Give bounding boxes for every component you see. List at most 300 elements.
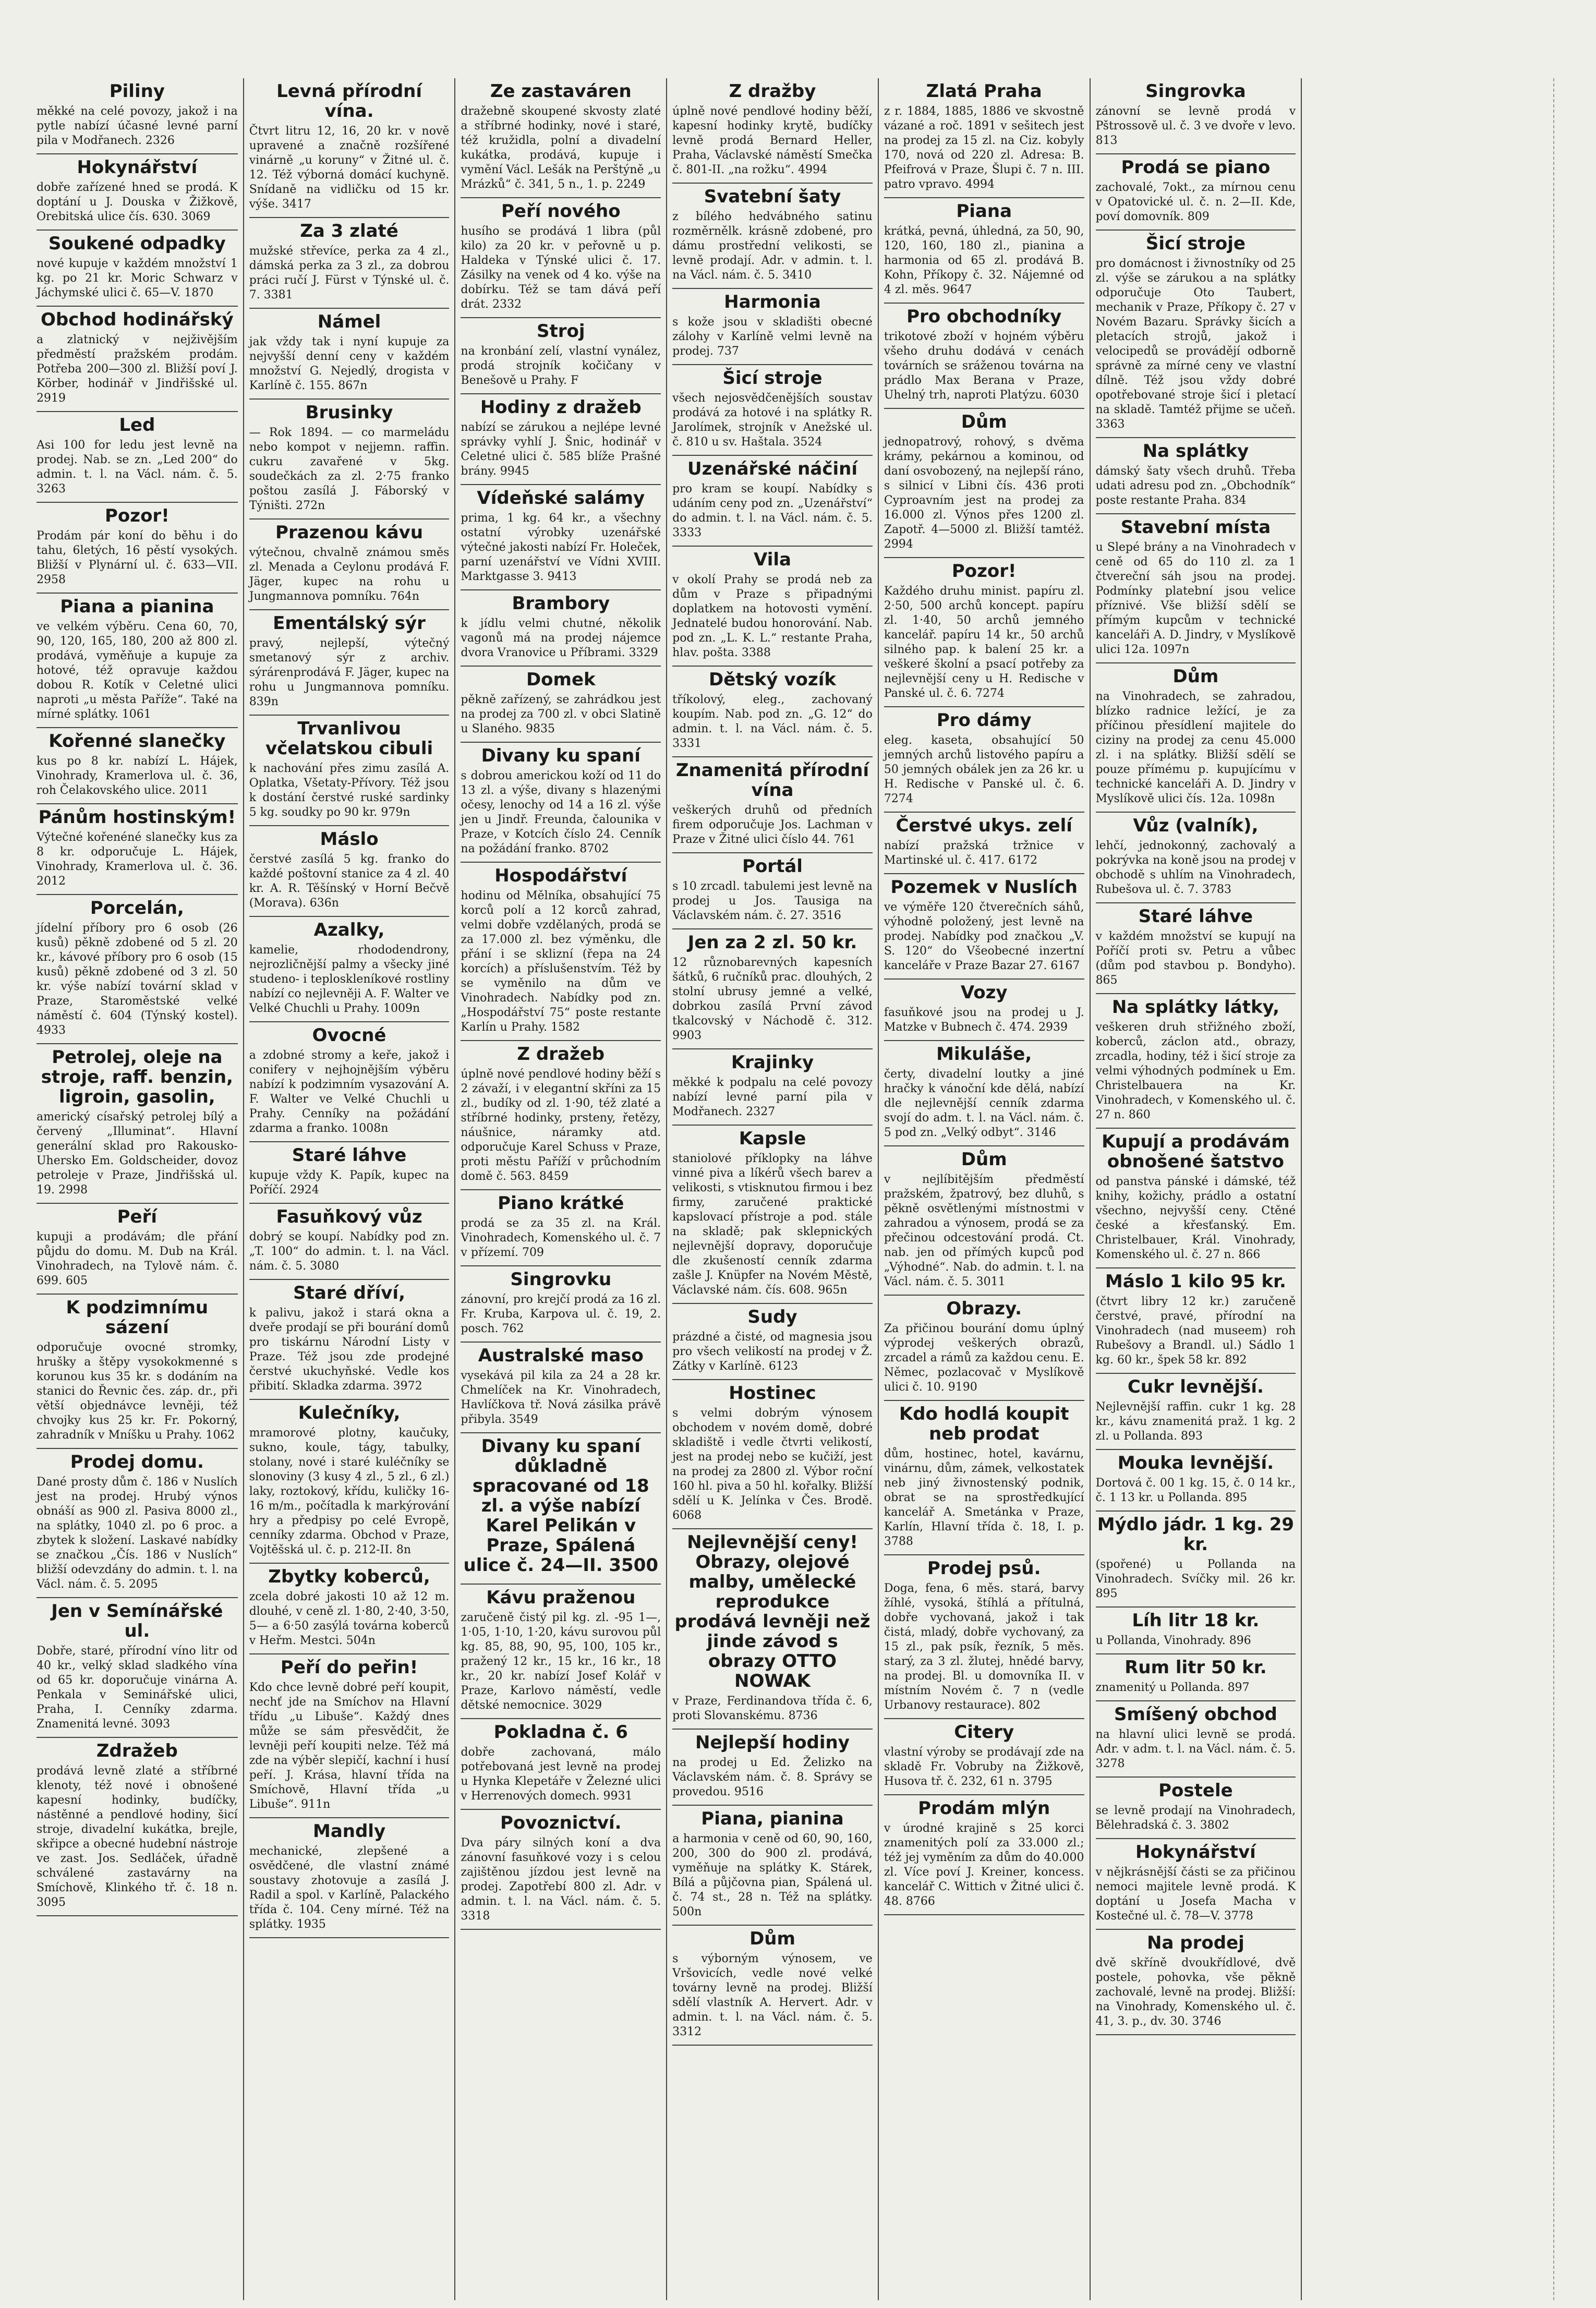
ad-body: Prodám pár koní do běhu i do tahu, 6letých, 16 pěstí vysokých. Bližší v Plynární ul. č. 633—VII. 2958 — [37, 529, 238, 586]
column-4 — [666, 78, 878, 2300]
classified-ad — [1096, 231, 1296, 438]
classified-ad — [672, 853, 873, 929]
classified-ad — [1096, 1608, 1296, 1654]
ad-body: s výborným výnosem, ve Vršovicích, vedle nové velké továrny levně na prodej. Bližší sdělí vlastník A. Hervert. Adr. v admin. t. l. na Václ. nám. č. 5. 3312 — [672, 1952, 873, 2038]
ad-heading: Staré dříví, — [293, 1283, 405, 1303]
ad-body: pro domácnost i živnostníky od 25 zl. výše se zárukou a na splátky odporučuje Oto Taubert, mechanik v Praze, Příkopy č. 27 v Novém Bazaru. Správky šicích a pletacích strojů, jakož i velocipedů se provádějí odborně správně za mírné ceny ve vlastní dílně. Též jsou vždy dobré opotřebované stroje šicí i pletací na skladě. Tamtéž přijme se učeň. 3363 — [1095, 257, 1296, 431]
classified-ad — [37, 231, 238, 307]
ad-heading: Kořenné slanečky — [49, 731, 226, 752]
classified-ad — [1096, 1778, 1296, 1839]
ad-heading: Pro obchodníky — [906, 306, 1062, 327]
classified-ad — [37, 1598, 238, 1738]
ad-heading: Vozy — [960, 982, 1008, 1003]
classified-ad — [249, 1204, 450, 1280]
ad-heading: Cukr levnější. — [1127, 1376, 1264, 1397]
ad-heading: Staré láhve — [292, 1145, 407, 1166]
ad-heading: Prodej domu. — [70, 1452, 204, 1472]
ad-heading: Prodá se piano — [1121, 157, 1271, 178]
classified-ad — [672, 1730, 873, 1806]
classified-ad — [1096, 514, 1296, 663]
classified-ad — [461, 1810, 661, 1930]
classified-ads-page — [31, 78, 1513, 2300]
ad-heading: Mouka levnější. — [1117, 1453, 1274, 1473]
ad-body: prodá se za 35 zl. na Král. Vinohradech, Komenského ul. č. 7 v přízemí. 709 — [461, 1217, 661, 1259]
classified-ad — [249, 78, 450, 218]
ad-body: úplně nové pendlové hodiny běží s 2 závaží, i v elegantní skříni za 15 zl., budíky od zl. 1·90, též zlaté a stříbrné hodinky, prsteny, řetězy, náušnice, náramky atd. odporučuje Karel Schuss v Praze, proti městu Paříží v průchodním domě č. 563. 8459 — [461, 1068, 661, 1183]
ad-body: hodinu od Mělníka, obsahující 75 korců polí a 12 korců zahrad, velmi dobře vzdělaných, prodá se za 17.000 zl. bez výměnku, dle přání i se sklizní (řepa na 24 korcích) a příslušenstvím. Též by se vyměnilo na dům ve Vinohradech. Nabídky pod zn. „Hospodářství 75“ poste restante Karlín u Prahy. 1582 — [461, 889, 661, 1034]
ad-body: krátká, pevná, úhledná, za 50, 90, 120, 160, 180 zl., pianina a harmonia od 65 zl. prodává B. Kohn, Příkopy č. 32. Nájemné od 4 zl. měs. 9647 — [884, 225, 1084, 296]
ad-body: mechanické, zlepšené a osvědčené, dle vlastní známé soustavy zhotovuje a zasílá J. Radil a spol. v Karlíně, Palackého třída č. 104. Ceny mírné. Též na splátky. 1935 — [249, 1845, 450, 1931]
ad-body: se levně prodají na Vinohradech, Bělehradská č. 3. 3802 — [1095, 1804, 1296, 1832]
classified-ad — [461, 1585, 661, 1719]
ad-heading: Kávu praženou — [486, 1587, 636, 1608]
classified-ad — [672, 1380, 873, 1529]
ad-body: u Pollanda, Vinohrady. 896 — [1095, 1634, 1251, 1647]
classified-ad — [249, 917, 450, 1022]
classified-ad — [37, 594, 238, 728]
ad-body: Každého druhu minist. papíru zl. 2·50, 500 archů koncept. papíru zl. 1·40, 50 archů jemného kancelář. papíru 14 kr., 50 archů silného pap. k balení 25 kr. a veškeré školní a psací potřeby za nejlevnější ceny u H. Redische v Panské ul. č. 6. 7274 — [884, 585, 1084, 700]
classified-ad — [672, 667, 873, 757]
classified-ad — [461, 1266, 661, 1343]
ad-heading: Divany ku spaní — [481, 745, 640, 766]
ad-heading: Mandly — [312, 1821, 386, 1842]
ad-body: v nejlíbitějším předměstí pražském, žpatrový, bez dluhů, s pěkně osvětlenými místnostmi v zahradou a výnosem, prodá se za přečinou odcestování prodá. Ct. nab. jen od přímých kupců pod „Výhodné“. Nab. do admin. t. l. na Václ. nám. č. 5. 3011 — [884, 1173, 1084, 1288]
ad-body: výtečnou, chvalně známou směs zl. Menada a Ceylonu prodává F. Jäger, kupec na rohu u Jungmannova pomníku. 764n — [249, 546, 450, 603]
ad-body: Dva páry silných koní a dva zánovní fasuňkové vozy i s celou zajištěnou jízdou jest levně na prodej. Zapotřebí 800 zl. Adr. v admin. t. l. na Václ. nám. č. 5. 3318 — [461, 1836, 661, 1923]
classified-ad — [884, 558, 1084, 707]
ad-heading: Pozor! — [951, 561, 1017, 582]
ad-heading: Kupují a prodávám obnošené šatstvo — [1102, 1131, 1290, 1172]
column-3 — [454, 78, 666, 2300]
ad-body: s 10 zrcadl. tabulemi jest levně na prodej u Jos. Tausiga na Václavském nám. č. 27. 3516 — [672, 880, 873, 922]
ad-heading: Čerstvé ukys. zelí — [896, 815, 1072, 836]
ad-heading: Kulečníky, — [298, 1403, 401, 1423]
classified-ad — [37, 1044, 238, 1204]
classified-ad — [884, 1296, 1084, 1401]
ad-body: dobře zařízené hned se prodá. K doptání u J. Douska v Žižkově, Orebitská ulice čís. 630. 3069 — [37, 181, 238, 223]
ad-heading: Prodej psů. — [927, 1558, 1041, 1579]
ad-heading: Brusinky — [305, 402, 393, 423]
classified-ad — [1096, 154, 1296, 231]
ad-heading: Soukené odpadky — [48, 233, 226, 254]
classified-ad — [461, 1719, 661, 1810]
ad-body: na Vinohradech, se zahradou, blízko radnice ležící, je za příčinou přesídlení majitele do ciziny na prodej za cenu 45.000 zl. i na splátky. Bližší sdělí se pouze přímému p. kupujícímu v technické kanceláři A. D. Jindry v Myslíkově ulici čís. 12a. 1098n — [1095, 690, 1296, 805]
ad-heading: Jen v Semínářské ul. — [51, 1601, 223, 1641]
classified-ad — [37, 1204, 238, 1295]
classified-ad — [672, 289, 873, 365]
ad-heading: Stavební místa — [1120, 517, 1271, 538]
ad-body: od panstva pánské i dámské, též knihy, kožichy, prádlo a ostatní všechno, nejvyšší ceny. Ctěné české a křesťanský. Em. Christelbauer, Král. Vinohrady, Komenského ul. č. 27 n. 866 — [1095, 1175, 1296, 1261]
ad-body: Čtvrt litru 12, 16, 20 kr. v nově upravené a značně rozšířené vinárně „u koruny“ v Žitné ul. č. 12. Též výborná domácí kuchyně. Snídaně na vidličku od 15 kr. výše. 3417 — [249, 125, 450, 211]
ad-heading: Piana, pianina — [701, 1808, 844, 1829]
ad-body: v každém množství se kupují na Poříčí proti sv. Petru a vůbec (dům pod stavbou p. Bondyho). 865 — [1095, 930, 1296, 987]
ad-body: nové kupuje v každém množství 1 kg. po 21 kr. Moric Schwarz v Jáchymské ulici č. 65—V. 1870 — [37, 257, 238, 299]
ad-heading: Piana a pianina — [60, 596, 214, 617]
ad-body: dražebně skoupené skvosty zlaté a stříbrné hodinky, nové i staré, též kružidla, polní a divadelní kukátka, prodává, kupuje i vymění Václ. Lešák na Perštýně „u Mrázků“ č. 341, 5 n., 1. p. 2249 — [461, 105, 661, 191]
ad-heading: Pozor! — [105, 505, 170, 526]
classified-ad — [249, 1400, 450, 1564]
ad-heading: K podzimnímu sázení — [66, 1297, 209, 1338]
ad-body: prima, 1 kg. 64 kr., a všechny ostatní výrobky uzenářské výtečné jakosti nabízí Fr. Holeček, parní uzenářství ve Vídni XVIII. Marktgasse 3. 9413 — [461, 512, 661, 583]
ad-body: staniolové příklopky na láhve vinné piva a líkérů všech barev a velikosti, s vtisknutou firmou i bez firmy, zaručené praktické kapslovací přístroje a pod. stále na skladě; pak sklepnických nejlevnější dopravy, doporučuje dle zkušeností cenník zdarma zašle J. Knüpfer na Novém Městě, Václavské nám. čís. 608. 965n — [672, 1152, 873, 1297]
classified-ad — [884, 1401, 1084, 1555]
ad-body: tříkolový, eleg., zachovaný koupím. Nab. pod zn. „G. 12“ do admin. t. l. na Václ. nám. č. 5. 3331 — [672, 693, 873, 750]
ad-body: v okolí Prahy se prodá neb za dům v Praze s připadnými doplatkem na hotovosti vymění. Jednatelé budou honorování. Nab. pod zn. „L. K. L.“ restante Praha, hlav. pošta. 3388 — [672, 573, 873, 659]
ad-body: dvě skříně dvoukřídlové, dvě postele, pohovka, vše pěkně zachovalé, levně na prodej. Bližší: na Vinohrady, Komenského ul. č. 41, 3. p., dv. 30. 3746 — [1095, 1956, 1296, 2028]
classified-ad — [249, 1022, 450, 1142]
classified-ad — [884, 1795, 1084, 1915]
ad-heading: Dům — [749, 1928, 795, 1949]
classified-ad — [37, 895, 238, 1044]
classified-ad — [884, 1041, 1084, 1146]
ad-body: a zlatnický v nejživějším předměstí pražském prodám. Potřeba 200—300 zl. Bližší poví J. Körber, hodinář v Jindřišské ul. 2919 — [37, 333, 238, 405]
classified-ad — [249, 716, 450, 826]
ad-body: kus po 8 kr. nabízí L. Hájek, Vinohrady, Kramerlova ul. č. 36, roh Čelakovského ulice. 2011 — [37, 755, 238, 797]
ad-body: vlastní výroby se prodávají zde na skladě Fr. Vobruby na Žižkově, Husova tř. č. 232, 61 n. 3795 — [884, 1746, 1084, 1788]
classified-ad — [37, 412, 238, 503]
ad-body: úplně nové pendlové hodiny běží, kapesní hodinky krytě, budíčky levně prodá Bernard Heller, Praha, Václavské náměstí Smečka č. 801-II. „na rožku“. 4994 — [672, 105, 873, 176]
classified-ad — [461, 78, 661, 198]
classified-ad — [1096, 994, 1296, 1129]
ad-body: Doga, fena, 6 měs. stará, barvy žíhlé, vysoká, štíhlá a přítulná, dobře vychovaná, jakož i tak čistá, mladý, dobře vychovaný, za 15 zl., pak psík, řezník, 5 měs. starý, za 3 zl. žlutej, hnědé barvy, na prodej. Bl. u domovníka II. v místním Novém č. 7 n (vedle Urbanovy restaurace). 802 — [884, 1582, 1084, 1712]
ad-body: z r. 1884, 1885, 1886 ve skvostně vázané a roč. 1891 v sešitech jest na prodej za 15 zl. na Ciz. kobyly 170, nová od 220 zl. Adresa: B. Pfeifrová v Praze, Šlupi č. 7 n. III. patro vpravo. 4994 — [884, 105, 1084, 191]
ad-heading: Hospodářství — [494, 865, 627, 886]
ad-heading: Peří — [117, 1206, 158, 1227]
column-7 — [1301, 78, 1513, 2300]
ad-heading: Mýdlo jádr. 1 kg. 29 kr. — [1097, 1514, 1295, 1555]
ad-heading: Máslo 1 kilo 95 kr. — [1105, 1271, 1286, 1292]
ad-heading: Citery — [954, 1722, 1014, 1743]
ad-heading: Piano krátké — [498, 1193, 624, 1214]
ad-heading: Zdražeb — [96, 1741, 178, 1761]
ad-body: s dobrou americkou koží od 11 do 13 zl. a výše, divany s hlazenými očesy, lenochy od 14 a 16 zl. výše jen u Jindř. Freunda, čalounika v Praze, v Kotcích číslo 24. Cenník na požádání franko. 8702 — [461, 769, 661, 855]
classified-ad — [884, 304, 1084, 409]
classified-ad — [1096, 663, 1296, 813]
classified-ad — [672, 1926, 873, 2046]
classified-ad — [884, 1146, 1084, 1296]
ad-heading: Vídeňské salámy — [477, 488, 645, 509]
classified-ad — [461, 590, 661, 667]
ad-body: lehčí, jednokonný, zachovalý a pokrývka na koně jsou na prodej v obchodě s uhlím na Vinohradech, Rubešova ul. č. 7. 3783 — [1095, 839, 1296, 896]
classified-ad — [461, 743, 661, 863]
ad-heading: Ementálský sýr — [273, 613, 426, 634]
ad-body: k jídlu velmi chutné, několik vagonů má na prodej nájemce dvora Vranovice u Příbrami. 3329 — [461, 617, 661, 659]
classified-ad — [37, 1738, 238, 1916]
classified-ad — [1096, 1512, 1296, 1608]
ad-heading: Hostinec — [729, 1383, 816, 1404]
ad-body: zánovní se levně prodá v Pštrossově ul. č. 3 ve dvoře v levo. 813 — [1095, 105, 1296, 147]
classified-ad — [672, 757, 873, 853]
ad-heading: Porcelán, — [90, 898, 184, 919]
classified-ad — [884, 198, 1084, 304]
ad-body: dobrý se koupí. Nabídky pod zn. „T. 100“ do admin. t. l. na Václ. nám. č. 5. 3080 — [249, 1230, 450, 1273]
ad-body: — Rok 1894. — co marmeládu nebo kompot v nejjemn. raffin. cukru zavařené v 5kg. soudečkách za zl. 2·75 franko poštou zasílá J. Fáborský v Týništi. 272n — [249, 426, 450, 512]
classified-ad — [37, 503, 238, 594]
ad-body: husího se prodává 1 libra (půl kilo) za 20 kr. v peřovně u p. Haldeka v Týnské ulici č. 17. Zásilky na venek od 4 ko. výše na dobírku. Též se tam dává peří drát. 2332 — [461, 225, 661, 311]
ad-heading: Trvanlivou včelatskou cibuli — [265, 718, 433, 759]
ad-heading: Zbytky koberců, — [268, 1566, 430, 1587]
ad-heading: Kdo hodlá koupit neb prodat — [899, 1404, 1069, 1444]
ad-heading: Portál — [742, 856, 803, 877]
ad-body: dobře zachovaná, málo potřebovaná jest levně na prodej u Hynka Klepetáře v Železné ulici v Herrenových domech. 9931 — [461, 1746, 661, 1803]
ad-heading: Stroj — [537, 321, 585, 342]
column-2 — [243, 78, 455, 2300]
ad-heading: Piliny — [109, 81, 165, 102]
ad-heading: Singrovku — [510, 1269, 612, 1290]
ad-body: kupuje vždy K. Papík, kupec na Poříčí. 2924 — [249, 1169, 450, 1197]
ad-body: Dortová č. 00 1 kg. 15, č. 0 14 kr., č. 1 13 kr. u Pollanda. 895 — [1095, 1477, 1296, 1504]
ad-heading: Hokynářství — [1135, 1842, 1256, 1863]
ad-body: Za přičinou bourání domu úplný výprodej veškerých obrazů, zrcadel a rámů za každou cenu. E. Němec, pozlacovač v Myslíkově ulici č. 10. 9190 — [884, 1322, 1084, 1394]
ad-heading: Vůz (valník), — [1133, 815, 1259, 836]
ad-heading: Australské maso — [478, 1345, 644, 1366]
classified-ad — [672, 456, 873, 547]
ad-heading: Pokladna č. 6 — [493, 1722, 628, 1743]
ad-heading: Pozemek v Nuslích — [890, 877, 1078, 898]
classified-ad — [1096, 1839, 1296, 1930]
classified-ad — [1096, 1701, 1296, 1778]
classified-ad — [461, 485, 661, 590]
ad-body: prázdné a čisté, od magnesia jsou pro všech velikostí na prodej v Ž. Zátky v Karlíně. 6123 — [672, 1331, 873, 1373]
classified-ad — [1096, 78, 1296, 154]
ad-heading: Na splátky — [1142, 441, 1249, 462]
ad-heading: Peří nového — [501, 201, 621, 222]
ad-body: fasuňkové jsou na prodej u J. Matzke v Bubnech č. 474. 2939 — [884, 1006, 1084, 1034]
classified-ad — [37, 154, 238, 231]
ad-body: Dané prosty dům č. 186 v Nuslích jest na prodej. Hrubý výnos obnáší as 900 zl. Pasiva 8000 zl., na splátky, 1040 zl. po 6 proc. a zbytek k složení. Laskavé nabídky se značkou „Čís. 186 v Nuslích“ bližší odevzdány do admin. t. l. na Václ. nám. č. 5. 2095 — [37, 1476, 238, 1591]
classified-ad — [37, 78, 238, 154]
classified-ad — [1096, 1129, 1296, 1268]
classified-ad — [249, 1564, 450, 1654]
classified-ad — [461, 394, 661, 485]
ad-body: pro kram se koupí. Nabídky s udáním ceny pod zn. „Uzenářství“ do admin. t. l. na Václ. nám. č. 5. 3333 — [672, 482, 873, 539]
ad-body: (čtvrt libry 12 kr.) zaručeně čerstvé, pravé, přírodní na Vinohradech (nad museem) roh Rubešovy a Brandl. ul.) Sádlo 1 kg. 60 kr., špek 58 kr. 892 — [1095, 1295, 1296, 1367]
ad-heading: Povoznictví. — [500, 1812, 622, 1833]
ad-heading: Petrolej, oleje na stroje, raff. benzin, ligroin, gasolin, — [41, 1047, 233, 1107]
ad-heading: Zlatá Praha — [926, 81, 1042, 102]
ad-body: pravý, nejlepší, výtečný smetanový sýr z archiv. sýrárenprodává F. Jäger, kupec na rohu u Jungmannova pomníku. 839n — [249, 637, 450, 708]
ad-body: Kdo chce levně dobré peří koupit, nechť jde na Smíchov na Hlavní třídu „u Libuše“. Každý dnes může se sám přesvědčit, že levněji peří koupiti nelze. Též má zde na výběr slepičí, kachní i husí peří. J. Krása, hlavní třída na Smíchově, Hlavní třída „u Libuše“. 911n — [249, 1681, 450, 1811]
ad-heading: Šicí stroje — [1145, 233, 1246, 254]
ad-body: a harmonia v ceně od 60, 90, 160, 200, 300 do 900 zl. prodává, vyměňuje na splátky K. Stárek, Bílá a půjčovna pian, Spálená ul. č. 74 st., 28 n. Též na splátky. 500n — [672, 1832, 873, 1918]
column-6 — [1090, 78, 1301, 2300]
ad-heading: Hokynářství — [77, 157, 198, 178]
ad-body: mužské střevíce, perka za 4 zl., dámská perka za 3 zl., za dobrou práci ručí J. Fürst v Týnské ul. č. 7. 3381 — [249, 245, 450, 301]
ad-heading: Pánům hostinským! — [38, 807, 236, 828]
classified-ad — [37, 307, 238, 412]
ad-body: dům, hostinec, hotel, kavárnu, vinárnu, dům, zámek, velkostatek neb jiný živnostenský podnik, obrat se na sprostředkující kancelář A. Smetánka v Praze, Karlín, Hlavní třída č. 18, I. p. 3788 — [884, 1447, 1084, 1548]
ad-heading: Divany ku spaní důkladně spracované od 18 zl. a výše nabízí Karel Pelikán v Praze, Spálená ulice č. 24—II. 3500 — [463, 1436, 659, 1576]
classified-ad — [1096, 1268, 1296, 1374]
ad-body: zcela dobré jakosti 10 až 12 m. dlouhé, v ceně zl. 1·80, 2·40, 3·50, 5— a 6·50 zasýlá továrna koberců v Heřm. Mestci. 504n — [249, 1590, 450, 1647]
ad-heading: Nejlepší hodiny — [695, 1732, 850, 1753]
ad-body: pěkně zařízený, se zahrádkou jest na prodej za 700 zl. v obci Slatině u Slaného. 9835 — [461, 693, 661, 735]
classified-ad — [249, 1142, 450, 1204]
ad-heading: Dětský vozík — [709, 669, 836, 690]
classified-ad — [672, 1806, 873, 1926]
ad-heading: Hodiny z dražeb — [480, 397, 642, 418]
ad-heading: Na splátky látky, — [1111, 997, 1280, 1018]
ad-body: zaručeně čistý pil kg. zl. -95 1—, 1·05, 1·10, 1·20, kávu surovou půl kg. 85, 88, 90, 95, 100, 105 kr., pražený 12 kr., 15 kr., 16 kr., 18 kr., 20 kr. nabízí Josef Kolář v Praze, Karlovo náměstí, vedle dětské nemocnice. 3029 — [461, 1611, 661, 1712]
ad-body: u Slepé brány a na Vinohradech v ceně od 65 do 110 zl. za 1 čtvereční sáh jsou na prodej. Podmínky platební jsou velice příznivé. Vše bližší sdělí se přímým kupcům v technické kanceláři A. D. Jindry, v Myslíkově ulici 12a. 1097n — [1095, 541, 1296, 656]
ad-body: nabízí se zárukou a nejlépe levné správky vyhlí J. Šnic, hodinář v Celetné ulici č. 585 blíže Prašné brány. 9945 — [461, 421, 661, 478]
ad-body: k palivu, jakož i stará okna a dveře prodají se při bourání domů pro tiskárnu Národní Listy v Praze. Též jsou zde prodejné čerstvé ukuchyňské. Vedle kos přibití. Skladka zdarma. 3972 — [249, 1307, 450, 1393]
classified-ad — [672, 547, 873, 667]
classified-ad — [1096, 1374, 1296, 1450]
ad-body: k nachování přes zimu zasílá A. Oplatka, Všetaty-Přívory. Též jsou k dostání čerstvé ruské sardinky 5 kg. soudky po 90 kr. 979n — [249, 762, 450, 819]
ad-heading: Rum litr 50 kr. — [1125, 1657, 1267, 1678]
ad-body: v úrodné krajině s 25 korci znamenitých polí za 33.000 zl.; též jej vyměním za dům do 40.000 zl. Více poví J. Kreiner, koncess. kancelář C. Wittich v Žitné ulici č. 48. 8766 — [884, 1822, 1084, 1908]
classified-ad — [461, 318, 661, 394]
ad-heading: Na prodej — [1147, 1932, 1244, 1953]
ad-heading: Postele — [1158, 1780, 1233, 1801]
page-edge — [1553, 78, 1575, 2300]
ad-heading: Domek — [526, 669, 596, 690]
ad-body: čerty, divadelní loutky a jiné hračky k vánoční kde dělá, nabízí dle nejlevnější cenník zdarma svojí do adm. t. l. na Václ. nám. č. 5 pod zn. „Velký odbyt“. 3146 — [884, 1068, 1084, 1139]
column-1 — [31, 78, 243, 2300]
ad-heading: Levná přírodní vína. — [276, 81, 422, 122]
classified-ad — [884, 707, 1084, 813]
ad-body: odporučuje ovocné stromky, hrušky a štěpy vysokokmenné s korunou kus 35 kr. s dodáním na stanici do Řevnic čes. záp. dr., při větší objednávce levněji, též chvojky kus 25 kr. Fr. Pokorný, zahradník v Mníšku u Prahy. 1062 — [37, 1341, 238, 1442]
ad-body: prodává levně zlaté a stříbrné klenoty, též nové i obnošené kapesní hodinky, budíčky, nástěnné a pendlové hodiny, šicí stroje, divadelní kukátka, brejle, skřipce a obecné hudební nástroje ve zast. Jos. Sedláček, úřadně schválené zastavárny na Smíchově, Klinkého tř. č. 18 n. 3095 — [37, 1765, 238, 1909]
ad-heading: Námel — [317, 311, 381, 332]
column-5 — [878, 78, 1090, 2300]
ad-body: veškeren druh střižného zboží, koberců, záclon atd., obrazy, zrcadla, hodiny, též i šicí stroje za velmi výhodných podmínek u Em. Christelbauera na Kr. Vinohradech, v Komenského ul. č. 27 n. 860 — [1095, 1021, 1296, 1121]
ad-heading: Z dražby — [729, 81, 816, 102]
ad-body: měkké na celé povozy, jakož i na pytle nabízí účasné levné parní pila v Modřanech. 2326 — [37, 105, 238, 147]
classified-ad — [249, 519, 450, 610]
ad-body: s velmi dobrým výnosem obchodem v novém domě, dobré skladiště i vedle čtvrti velikostí, jest na prodej nebo se kučiží, jest na prodej za 2800 zl. Výbor roční 160 hl. piva a 50 hl. kořalky. Bližší sdělí u K. Jelínka v Čes. Brodě. 6068 — [672, 1407, 873, 1522]
ad-body: Výtečné kořenéné slanečky kus za 8 kr. odporučuje L. Hájek, Vinohrady, Kramerlova ul. č. 36. 2012 — [37, 831, 238, 888]
ad-heading: Uzenářské náčiní — [687, 458, 857, 479]
classified-ad — [884, 1555, 1084, 1719]
ad-body: trikotové zboží v hojném výběru všeho druhu dodává v cenách továrních se sráženou továrna na prádlo Max Berana v Praze, Uhelný trh, naproti Platýzu. 6030 — [884, 330, 1084, 402]
classified-ad — [249, 1280, 450, 1400]
ad-heading: Led — [119, 415, 155, 436]
classified-ad — [884, 813, 1084, 874]
classified-ad — [461, 1190, 661, 1266]
ad-body: ve velkém výběru. Cena 60, 70, 90, 120, 165, 180, 200 až 800 zl. prodává, vyměňuje a kupuje za hotové, též opravuje každou dobou R. Kotík v Celetné ulici naproti „u města Paříže“. Také na mírné splátky. 1061 — [37, 620, 238, 721]
ad-body: Asi 100 for ledu jest levně na prodej. Nab. se zn. „Led 200“ do admin. t. l. na Václ. nám. č. 5. 3263 — [37, 439, 238, 496]
classified-ad — [672, 929, 873, 1049]
ad-body: kamelie, rhododendrony, nejrozličnější palmy a všecky jiné studeno- i teploskleníkové rostliny nabízí co nejlevněji A. F. Walter ve Velké Chuchli u Prahy. 1009n — [249, 944, 450, 1015]
ad-heading: Staré láhve — [1138, 906, 1253, 927]
classified-ad — [461, 198, 661, 318]
classified-ad — [249, 218, 450, 309]
classified-ad — [672, 1529, 873, 1730]
classified-ad — [672, 1049, 873, 1126]
ad-heading: Sudy — [747, 1307, 797, 1327]
classified-ad — [249, 400, 450, 519]
ad-body: na prodej u Ed. Želizko na Václavském nám. č. 8. Správy se provedou. 9516 — [672, 1756, 873, 1798]
ad-body: americký císařský petrolej bílý a červený „Illuminat“. Hlavní generální sklad pro Rakousko-Uhersko Em. Goldscheider, dovoz petroleje v Praze, Jindřišská ul. 19. 2998 — [37, 1110, 238, 1197]
ad-heading: Dům — [961, 1149, 1007, 1170]
ad-body: na hlavní ulici levně se prodá. Adr. v adm. t. l. na Václ. nám. č. 5. 3278 — [1095, 1728, 1296, 1770]
ad-heading: Obrazy. — [946, 1298, 1022, 1319]
ad-body: jak vždy tak i nyní kupuje za nejvyšší denní ceny v každém množství G. Nejedlý, drogista v Karlíně č. 155. 867n — [249, 335, 450, 392]
classified-ad — [37, 804, 238, 895]
classified-ad — [37, 1449, 238, 1598]
classified-ad — [249, 309, 450, 400]
classified-ad — [884, 409, 1084, 558]
classified-ad — [672, 1126, 873, 1304]
ad-body: mramorové plotny, kaučuky, sukno, koule, tágy, tabulky, stolany, nové i staré kuléčníky se slonoviny (3 kusy 4 zl., 5 zl., 6 zl.) laky, roztokový, křídu, kuličky 16-16 m/m., počítadla k markýrování hry a předpisy po celé Evropě, cenníky zdarma. Obchod v Praze, Vojtěšská ul. č. p. 212-II. 8n — [249, 1427, 450, 1556]
ad-heading: Pro dámy — [936, 710, 1032, 731]
ad-heading: Šicí stroje — [722, 368, 823, 389]
ad-body: jídelní příbory pro 6 osob (26 kusů) pěkně zdobené od 5 zl. 20 kr., kávové příbory pro 6 osob (15 kusů) pěkně zdobené od 3 zl. 50 kr. výše nabízí tovární sklad v Praze, Staroměstské velké náměstí č. 604 (Týnský kostel). 4933 — [37, 922, 238, 1037]
ad-heading: Ovocné — [312, 1025, 386, 1046]
ad-heading: Prazenou kávu — [275, 522, 424, 543]
ad-body: zánovní, pro krejčí prodá za 16 zl. Fr. Kruba, Karpova ul. č. 19, 2. posch. 762 — [461, 1293, 661, 1335]
ad-body: na kronbání zelí, vlastní vynález, prodá strojník kočičany v Benešově u Prahy. F — [461, 345, 661, 387]
ad-body: Nejlevnější raffin. cukr 1 kg. 28 kr., kávu znamenitá praž. 1 kg. 2 zl. u Pollanda. 893 — [1095, 1400, 1296, 1443]
ad-heading: Jen za 2 zl. 50 kr. — [687, 932, 857, 953]
ad-heading: Azalky, — [313, 920, 385, 940]
ad-heading: Fasuňkový vůz — [276, 1206, 422, 1227]
ad-body: nabízí pražská tržnice v Martinské ul. č. 417. 6172 — [884, 839, 1084, 867]
ad-body: čerstvé zasílá 5 kg. franko do každé poštovní stanice za 4 zl. 40 kr. A. R. Těšínský v Horní Bečvě (Morava). 636n — [249, 853, 450, 910]
classified-ad — [37, 728, 238, 804]
ad-body: kupuji a prodávám; dle přání půjdu do domu. M. Dub na Král. Vinohradech, na Tylově nám. č. 699. 605 — [37, 1230, 238, 1287]
ad-heading: Obchod hodinářský — [41, 309, 234, 330]
ad-heading: Líh litr 18 kr. — [1132, 1610, 1260, 1631]
ad-body: Dobře, staré, přírodní víno litr od 40 kr., velký sklad sladkého vína od 65 kr. doporučuje vinárna A. Penkala v Seminářské ulici, Praha, I. Cenníky zdarma. Znamenitá levné. 3093 — [37, 1645, 238, 1731]
classified-ad — [1096, 1654, 1296, 1701]
classified-ad — [461, 667, 661, 743]
ad-heading: Piana — [956, 201, 1012, 222]
ad-heading: Harmonia — [724, 292, 821, 312]
ad-body: v Praze, Ferdinandova třída č. 6, proti Slovanskému. 8736 — [672, 1695, 873, 1722]
ad-body: dámský šaty všech druhů. Třeba udati adresu pod zn. „Obchodník“ poste restante Praha. 834 — [1095, 465, 1296, 507]
ad-body: ve výměře 120 čtverečních sáhů, výhodně položený, jest levně na prodej. Nabídky pod značkou „V. S. 120“ do Všeobecné inzertní kanceláře v Praze Bazar 27. 6167 — [884, 901, 1084, 972]
classified-ad — [249, 1818, 450, 1938]
classified-ad — [1096, 1930, 1296, 2035]
ad-heading: Znamenitá přírodní vína — [675, 760, 869, 801]
ad-body: zachovalé, 7okt., za mírnou cenu v Opatovické ul. č. n. 2—II. Kde, poví domovník. 809 — [1095, 181, 1296, 223]
ad-heading: Svatební šaty — [704, 186, 841, 207]
classified-ad — [672, 365, 873, 456]
classified-ad — [1096, 438, 1296, 514]
ad-body: s kože jsou v skladišti obecné zálohy v Karlíně velmi levně na prodej. 737 — [672, 316, 873, 358]
ad-body: 12 různobarevných kapesních šátků, 6 ručníků prac. dlouhých, 2 stolní ubrusy jemné a velké, dobrkou zasílá První závod tkalcovský v Náchodě č. 312. 9903 — [672, 956, 873, 1042]
ad-heading: Krajinky — [731, 1052, 814, 1073]
classified-ad — [461, 1041, 661, 1190]
ad-body: znamenitý u Pollanda. 897 — [1095, 1681, 1250, 1694]
classified-ad — [672, 78, 873, 184]
classified-ad — [884, 874, 1084, 980]
ad-body: všech nejosvědčenějších soustav prodává za hotové i na splátky R. Jarolímek, strojník v Anežské ul. č. 810 u sv. Haštala. 3524 — [672, 392, 873, 449]
ad-heading: Brambory — [512, 593, 610, 614]
classified-ad — [884, 78, 1084, 198]
ad-heading: Mikuláše, — [936, 1044, 1032, 1065]
ad-heading: Kapsle — [739, 1128, 806, 1149]
ad-heading: Dům — [961, 412, 1007, 432]
ad-body: měkké k podpalu na celé povozy nabízí levné parní pila v Modřanech. 2327 — [672, 1076, 873, 1118]
ad-body: jednopatrový, rohový, s dvěma krámy, pekárnou a kominou, od daní osvobozený, na nejlepší ráno, s silnicí v Libni čís. 436 proti Cyproavním jest na prodej za 16.000 zl. Výnos přes 1200 zl. Zapotř. 4—5000 zl. Bližší tamtéž. 2994 — [884, 436, 1084, 551]
classified-ad — [884, 980, 1084, 1041]
classified-ad — [461, 1343, 661, 1433]
classified-ad — [672, 184, 873, 289]
classified-ad — [461, 1433, 661, 1585]
ad-body: vysekává pil kila za 24 a 28 kr. Chmelíček na Kr. Vinohradech, Havlíčkova tř. Nová zásilka právě přibyla. 3549 — [461, 1369, 661, 1426]
ad-heading: Vila — [754, 549, 791, 570]
ad-heading: Dům — [1172, 666, 1219, 687]
classified-ad — [1096, 903, 1296, 994]
ad-body: eleg. kaseta, obsahující 50 jemných archů listového papíru a 50 jemných obálek jen za 26 kr. u H. Redische v Panské ul. č. 6. 7274 — [884, 734, 1084, 805]
classified-ad — [461, 863, 661, 1041]
classified-ad — [37, 1295, 238, 1449]
ad-heading: Nejlevnější ceny! Obrazy, olejové malby, umělecké reprodukce prodává levněji než jinde závod s obrazy OTTO NOWAK — [674, 1532, 870, 1691]
